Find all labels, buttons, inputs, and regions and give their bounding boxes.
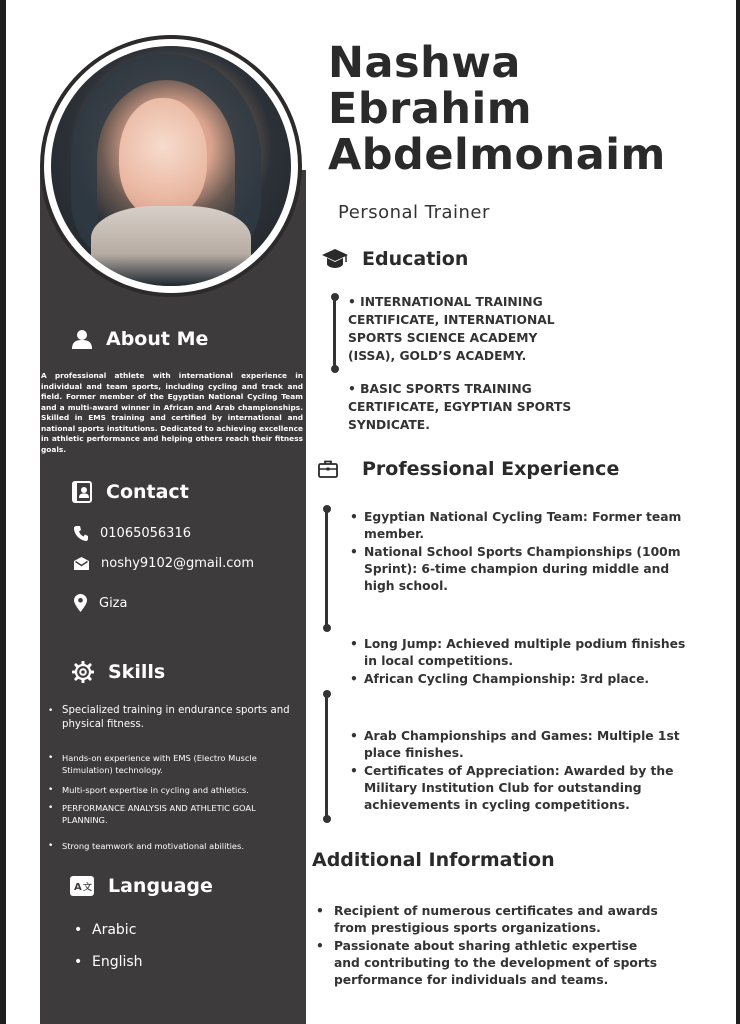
language-heading: A 文 Language <box>70 875 213 897</box>
profile-photo <box>51 46 291 286</box>
language-list <box>74 914 143 978</box>
list-item: • Specialized training in endurance sports and physical fitness. <box>46 704 298 732</box>
graduation-cap-icon <box>322 249 348 269</box>
contact-location: Giza <box>74 594 127 612</box>
experience-timeline-1 <box>325 509 328 629</box>
additional-list <box>316 903 666 989</box>
svg-text:文: 文 <box>83 883 93 893</box>
education-item-1: • INTERNATIONAL TRAINING CERTIFICATE, INTERNATIONAL SPORTS SCIENCE ACADEMY (ISSA), GOLD’S ACADEMY. <box>348 295 555 363</box>
job-title: Personal Trainer <box>338 202 490 223</box>
user-icon <box>72 329 92 349</box>
list-item: • Certificates of Appreciation: Awarded by the Military Institution Club for outstanding achievements in cycling competitions. <box>350 763 690 814</box>
list-item: • African Cycling Championship: 3rd place. <box>350 671 695 688</box>
additional-heading: Additional Information <box>312 849 555 871</box>
list-item: • Multi-sport expertise in cycling and athletics. <box>46 784 298 796</box>
about-text: A professional athlete with international experience in individual and team sports, including cycling and track and field. Former member of the Egyptian National Cycling Team and a multi-award winner in African and Arab championships. Skilled in EMS training and certified by international and national sports institutions. Dedicated to achieving excellence in athletic performance and helping others reach their fitness goals. <box>41 371 303 454</box>
skills-list <box>46 704 298 852</box>
contact-email[interactable]: noshy9102@gmail.com <box>74 556 254 571</box>
gear-icon <box>72 661 94 683</box>
list-item: • Egyptian National Cycling Team: Former team member. <box>350 509 690 543</box>
education-timeline <box>333 297 336 369</box>
phone-icon <box>74 525 88 541</box>
candidate-name: Nashwa Ebrahim Abdelmonaim <box>328 38 666 180</box>
contact-card-icon <box>72 481 92 503</box>
contact-heading: Contact <box>72 481 189 503</box>
contact-phone[interactable]: 01065056316 <box>74 525 191 541</box>
list-item: • English <box>74 946 143 978</box>
experience-list-1 <box>350 509 690 595</box>
translate-icon <box>70 876 94 896</box>
education-heading: Education <box>322 248 468 270</box>
profile-photo-frame <box>40 35 302 297</box>
list-item: • Arab Championships and Games: Multiple 1st place finishes. <box>350 728 690 762</box>
email-icon <box>74 557 89 570</box>
svg-text:A: A <box>74 882 82 893</box>
experience-heading: Professional Experience <box>318 458 619 480</box>
briefcase-icon <box>318 460 338 478</box>
experience-timeline-2 <box>325 694 328 820</box>
list-item: • Passionate about sharing athletic expertise and contributing to the development of sports performance for individuals and teams. <box>316 938 666 989</box>
skills-heading: Skills <box>72 661 165 683</box>
list-item: • Hands-on experience with EMS (Electro Muscle Stimulation) technology. <box>46 752 298 776</box>
location-pin-icon <box>74 594 87 612</box>
list-item: • National School Sports Championships (100m Sprint): 6-time champion during middle and high school. <box>350 544 690 595</box>
list-item: • Long Jump: Achieved multiple podium finishes in local competitions. <box>350 636 695 670</box>
list-item: • Recipient of numerous certificates and awards from prestigious sports organizations. <box>316 903 666 937</box>
list-item: • Strong teamwork and motivational abilities. <box>46 840 298 852</box>
experience-list-2 <box>350 636 695 688</box>
education-item-2: • BASIC SPORTS TRAINING CERTIFICATE, EGYPTIAN SPORTS SYNDICATE. <box>348 382 572 432</box>
list-item: • PERFORMANCE ANALYSIS AND ATHLETIC GOAL PLANNING. <box>46 802 298 826</box>
list-item: • Arabic <box>74 914 143 946</box>
experience-list-3 <box>350 728 690 814</box>
about-heading: About Me <box>72 328 208 350</box>
